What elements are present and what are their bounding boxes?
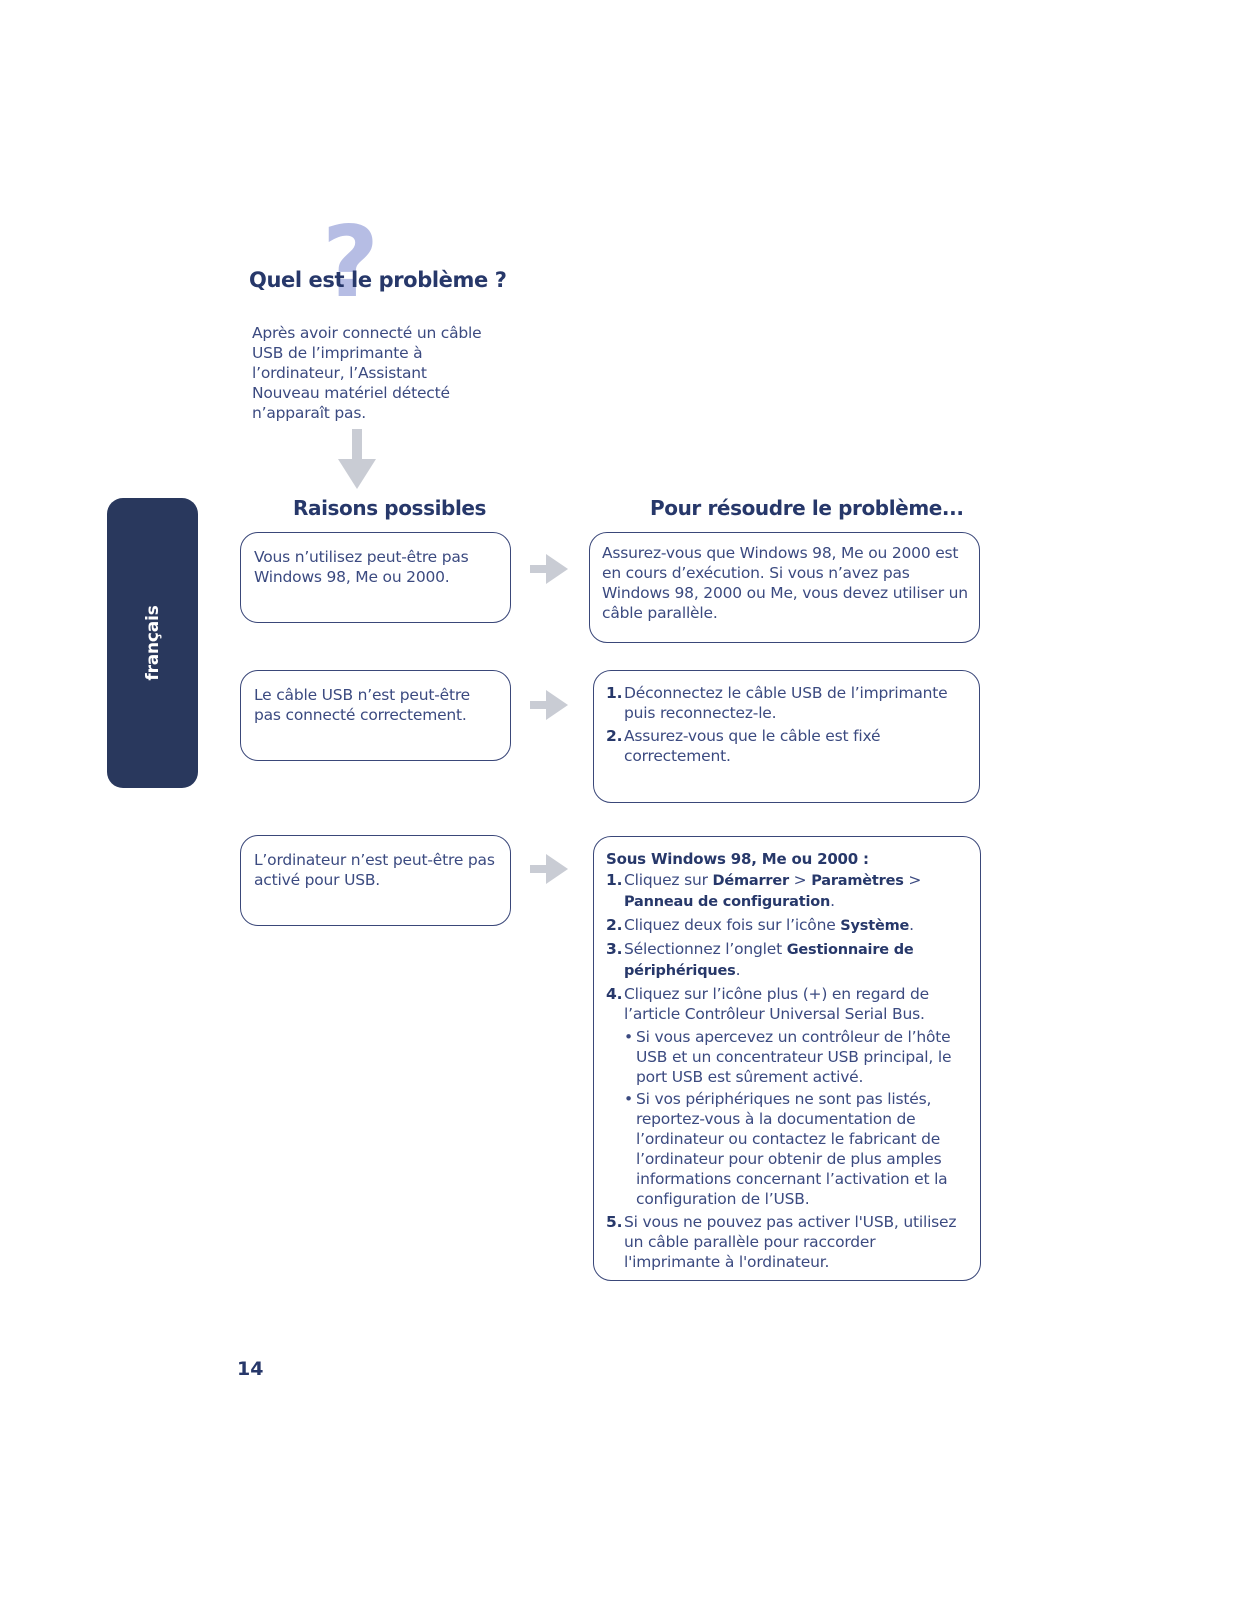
list-item: 2. Cliquez deux fois sur l’icône Système.	[606, 916, 914, 934]
steps-list	[606, 870, 976, 1272]
language-tab-label: français	[142, 605, 163, 681]
arrow-down-icon	[338, 429, 376, 489]
solution-heading: Sous Windows 98, Me ou 2000 :	[606, 850, 869, 868]
reason-text: L’ordinateur n’est peut-être pas activé pour USB.	[254, 851, 495, 889]
list-item: 5. Si vous ne pouvez pas activer l'USB, utilisez un câble parallèle pour raccorder l'imprimante à l'ordinateur.	[606, 1213, 957, 1271]
arrow-right-icon	[530, 690, 568, 720]
page-title: Quel est le problème ?	[249, 268, 507, 292]
solution-box-1	[589, 532, 980, 643]
arrow-right-icon	[530, 554, 568, 584]
list-item: 4. Cliquez sur l’icône plus (+) en regard de l’article Contrôleur Universal Serial Bus. • Si vous apercevez un contrôleur de l’hôte USB et un concentrateur USB principal, le port USB est sûrement activé. • Si vos périphériques ne sont pas listés, reportez-vous à la documentation de l’ordinateur ou contactez le fabricant de l’ordinateur pour obtenir de plus amples informations concernant l’activation et la configuration de l’USB.	[606, 984, 976, 1209]
steps-list	[606, 683, 971, 766]
page-number: 14	[237, 1358, 264, 1380]
bullet-item: • Si vos périphériques ne sont pas listés, reportez-vous à la documentation de l’ordinateur ou contactez le fabricant de l’ordinateur pour obtenir de plus amples informations concernant l’activation et la configuration de l’USB.	[624, 1090, 948, 1208]
language-tab	[107, 498, 198, 788]
reason-text: Vous n’utilisez peut-être pas Windows 98, Me ou 2000.	[254, 548, 469, 586]
reason-box-2	[240, 670, 511, 761]
bullet-item: • Si vous apercevez un contrôleur de l’hôte USB et un concentrateur USB principal, le port USB est sûrement activé.	[624, 1028, 952, 1086]
reason-box-3	[240, 835, 511, 926]
reason-text: Le câble USB n’est peut-être pas connecté correctement.	[254, 686, 471, 724]
question-mark-icon: ?	[322, 206, 379, 320]
solutions-heading: Pour résoudre le problème...	[650, 496, 964, 520]
solution-text: Assurez-vous que Windows 98, Me ou 2000 est en cours d’exécution. Si vous n’avez pas Windows 98, 2000 ou Me, vous devez utiliser un câble parallèle.	[602, 544, 968, 622]
list-item: 1. Déconnectez le câble USB de l’imprimante puis reconnectez-le.	[606, 684, 948, 722]
problem-description: Après avoir connecté un câble USB de l’imprimante à l’ordinateur, l’Assistant Nouveau matériel détecté n’apparaît pas.	[252, 324, 482, 422]
bullet-list	[624, 1027, 976, 1209]
reason-box-1	[240, 532, 511, 623]
list-item: 3. Sélectionnez l’onglet Gestionnaire de périphériques.	[606, 940, 914, 979]
list-item: 2. Assurez-vous que le câble est fixé correctement.	[606, 727, 881, 765]
arrow-right-icon	[530, 854, 568, 884]
solution-box-2	[593, 670, 980, 803]
solution-box-3	[593, 836, 981, 1281]
list-item: 1. Cliquez sur Démarrer > Paramètres > Panneau de configuration.	[606, 871, 922, 910]
reasons-heading: Raisons possibles	[293, 496, 487, 520]
